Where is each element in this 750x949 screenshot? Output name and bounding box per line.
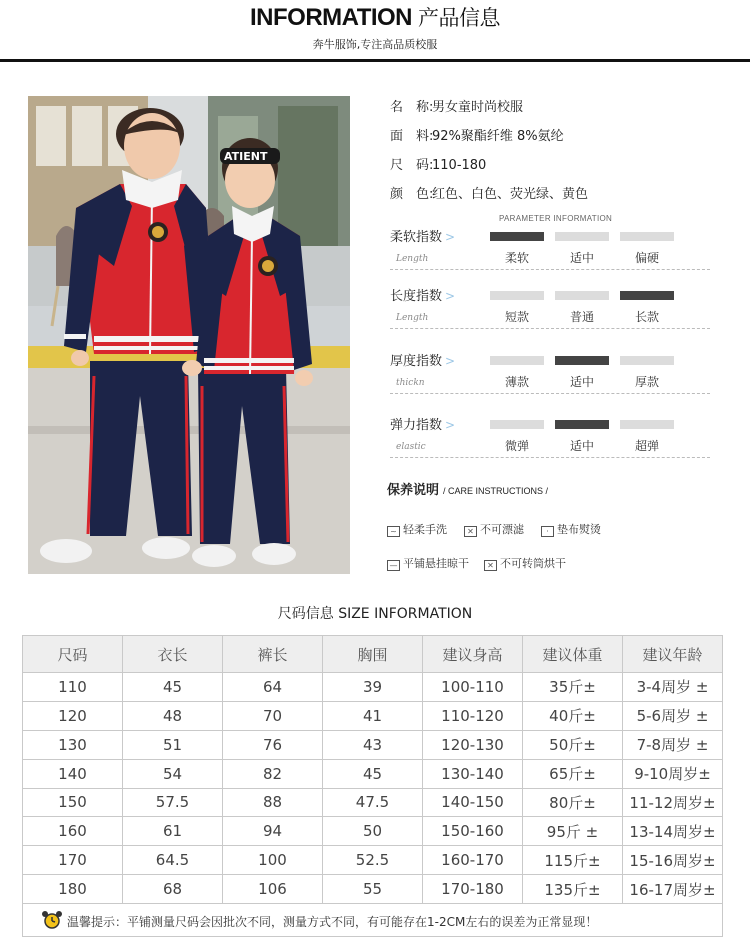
table-cell: 57.5 xyxy=(123,788,223,817)
care-item-hang-dry: — 平铺悬挂晾干 xyxy=(387,555,469,571)
table-cell: 94 xyxy=(223,817,323,846)
param-option: 普通 xyxy=(569,310,594,324)
chevron-right-icon: > xyxy=(445,418,456,432)
param-option: 适中 xyxy=(569,375,594,389)
table-cell: 7-8周岁 ± xyxy=(623,730,723,759)
table-cell: 150-160 xyxy=(423,817,523,846)
column-header: 尺码 xyxy=(23,636,123,673)
hang-dry-icon: — xyxy=(387,560,400,571)
table-cell: 170-180 xyxy=(423,875,523,904)
table-cell: 35斤± xyxy=(523,673,623,702)
table-cell: 45 xyxy=(123,673,223,702)
divider xyxy=(390,269,710,270)
size-table-row xyxy=(23,875,723,904)
table-cell: 115斤± xyxy=(523,846,623,875)
param-english: thickn xyxy=(396,378,425,388)
param-bar xyxy=(620,356,674,365)
param-option: 超弹 xyxy=(634,439,659,453)
param-english: Length xyxy=(396,313,429,323)
table-cell: 100 xyxy=(223,846,323,875)
table-cell: 170 xyxy=(23,846,123,875)
table-cell: 3-4周岁 ± xyxy=(623,673,723,702)
param-length xyxy=(390,285,710,345)
care-title: 保养说明 / CARE INSTRUCTIONS / xyxy=(387,483,549,498)
column-header: 裤长 xyxy=(223,636,323,673)
divider xyxy=(390,393,710,394)
param-bar xyxy=(490,420,544,429)
spec-row-color: 颜 色:红色、白色、荧光绿、黄色 xyxy=(390,187,589,202)
param-bar xyxy=(620,291,674,300)
table-cell: 52.5 xyxy=(323,846,423,875)
title-chinese: 产品信息 xyxy=(418,6,501,30)
table-cell: 40斤± xyxy=(523,701,623,730)
param-option: 微弹 xyxy=(504,439,529,453)
size-table-caption: 尺码信息 SIZE INFORMATION xyxy=(277,606,473,622)
chevron-right-icon: > xyxy=(445,230,456,244)
table-cell: 160 xyxy=(23,817,123,846)
param-bar xyxy=(555,420,609,429)
param-bar xyxy=(620,232,674,241)
iron-icon: · xyxy=(541,526,554,537)
column-header: 建议体重 xyxy=(523,636,623,673)
size-table-note-row xyxy=(23,904,723,937)
table-cell: 64.5 xyxy=(123,846,223,875)
hand-wash-icon: ~ xyxy=(387,526,400,537)
param-option: 长款 xyxy=(634,310,659,324)
alarm-clock-icon xyxy=(41,910,63,930)
table-cell: 48 xyxy=(123,701,223,730)
param-english: elastic xyxy=(396,442,426,452)
table-cell: 41 xyxy=(323,701,423,730)
size-table-row xyxy=(23,788,723,817)
no-tumble-dry-icon: ✕ xyxy=(484,560,497,571)
table-cell: 150 xyxy=(23,788,123,817)
care-item-no-tumble-dry: ✕ 不可转筒烘干 xyxy=(484,555,566,571)
table-cell: 130-140 xyxy=(423,759,523,788)
table-cell: 61 xyxy=(123,817,223,846)
table-cell: 140-150 xyxy=(423,788,523,817)
column-header: 衣长 xyxy=(123,636,223,673)
table-cell: 64 xyxy=(223,673,323,702)
param-name: 柔软指数 xyxy=(390,230,443,245)
table-cell: 106 xyxy=(223,875,323,904)
size-table-row xyxy=(23,673,723,702)
param-option: 柔软 xyxy=(504,251,529,265)
param-bar xyxy=(555,356,609,365)
table-cell: 80斤± xyxy=(523,788,623,817)
page-title xyxy=(0,2,750,32)
headband-text: ATIENT xyxy=(224,150,268,163)
size-note-text: 温馨提示：平铺测量尺码会因批次不同，测量方式不同，有可能存在1-2CM左右的误差为正常显现！ xyxy=(67,915,598,929)
param-bar xyxy=(555,291,609,300)
spec-row-name: 名 称:男女童时尚校服 xyxy=(390,100,524,115)
param-name: 长度指数 xyxy=(390,289,443,304)
table-cell: 45 xyxy=(323,759,423,788)
param-english: Length xyxy=(396,254,429,264)
table-cell: 51 xyxy=(123,730,223,759)
page-header xyxy=(0,0,750,62)
size-table-header-row xyxy=(23,636,723,673)
column-header: 建议身高 xyxy=(423,636,523,673)
table-cell: 82 xyxy=(223,759,323,788)
table-cell: 76 xyxy=(223,730,323,759)
param-option: 薄款 xyxy=(504,375,529,389)
param-name: 厚度指数 xyxy=(390,354,443,369)
size-table-row xyxy=(23,759,723,788)
table-cell: 55 xyxy=(323,875,423,904)
table-cell: 65斤± xyxy=(523,759,623,788)
table-cell: 140 xyxy=(23,759,123,788)
param-elasticity xyxy=(390,414,710,474)
param-bar xyxy=(490,291,544,300)
column-header: 胸围 xyxy=(323,636,423,673)
spec-row-fabric: 面 料:92%聚酯纤维 8%氨纶 xyxy=(390,129,564,144)
table-cell: 50 xyxy=(323,817,423,846)
param-option: 适中 xyxy=(569,251,594,265)
table-cell: 43 xyxy=(323,730,423,759)
column-header: 建议年龄 xyxy=(623,636,723,673)
param-option: 短款 xyxy=(504,310,529,324)
table-cell: 110-120 xyxy=(423,701,523,730)
param-bar xyxy=(490,232,544,241)
param-bar xyxy=(490,356,544,365)
param-option: 偏硬 xyxy=(634,251,659,265)
param-bar xyxy=(555,232,609,241)
table-cell: 9-10周岁± xyxy=(623,759,723,788)
size-table-row xyxy=(23,701,723,730)
size-table xyxy=(22,635,723,937)
table-cell: 88 xyxy=(223,788,323,817)
table-cell: 110 xyxy=(23,673,123,702)
title-english: INFORMATION xyxy=(249,4,413,31)
table-cell: 180 xyxy=(23,875,123,904)
spec-row-size: 尺 码:110-180 xyxy=(390,158,487,173)
table-cell: 11-12周岁± xyxy=(623,788,723,817)
product-photo xyxy=(28,96,350,574)
param-bar xyxy=(620,420,674,429)
table-cell: 68 xyxy=(123,875,223,904)
size-note xyxy=(23,904,723,937)
table-cell: 160-170 xyxy=(423,846,523,875)
header-divider xyxy=(0,59,750,62)
divider xyxy=(390,457,710,458)
table-cell: 120 xyxy=(23,701,123,730)
param-name: 弹力指数 xyxy=(390,418,443,433)
size-table-row xyxy=(23,846,723,875)
param-softness xyxy=(390,226,710,286)
table-cell: 100-110 xyxy=(423,673,523,702)
parameter-caption: PARAMETER INFORMATION xyxy=(499,214,613,223)
table-cell: 70 xyxy=(223,701,323,730)
care-item-hand-wash: ~ 轻柔手洗 xyxy=(387,521,447,537)
table-cell: 54 xyxy=(123,759,223,788)
size-table-body xyxy=(23,673,723,904)
table-cell: 120-130 xyxy=(423,730,523,759)
care-item-no-bleach: ✕ 不可漂滤 xyxy=(464,521,524,537)
page-subtitle: 奔牛服饰,专注高品质校服 xyxy=(312,38,438,51)
divider xyxy=(390,328,710,329)
table-cell: 130 xyxy=(23,730,123,759)
size-table-row xyxy=(23,817,723,846)
no-bleach-icon: ✕ xyxy=(464,526,477,537)
table-cell: 16-17周岁± xyxy=(623,875,723,904)
table-cell: 39 xyxy=(323,673,423,702)
table-cell: 135斤± xyxy=(523,875,623,904)
table-cell: 47.5 xyxy=(323,788,423,817)
chevron-right-icon: > xyxy=(445,289,456,303)
table-cell: 13-14周岁± xyxy=(623,817,723,846)
product-specs xyxy=(390,96,730,212)
table-cell: 5-6周岁 ± xyxy=(623,701,723,730)
table-cell: 95斤 ± xyxy=(523,817,623,846)
param-option: 适中 xyxy=(569,439,594,453)
param-option: 厚款 xyxy=(634,375,659,389)
param-thickness xyxy=(390,350,710,410)
table-cell: 50斤± xyxy=(523,730,623,759)
size-table-row xyxy=(23,730,723,759)
care-item-iron: · 垫布熨烫 xyxy=(541,521,601,537)
table-cell: 15-16周岁± xyxy=(623,846,723,875)
chevron-right-icon: > xyxy=(445,354,456,368)
